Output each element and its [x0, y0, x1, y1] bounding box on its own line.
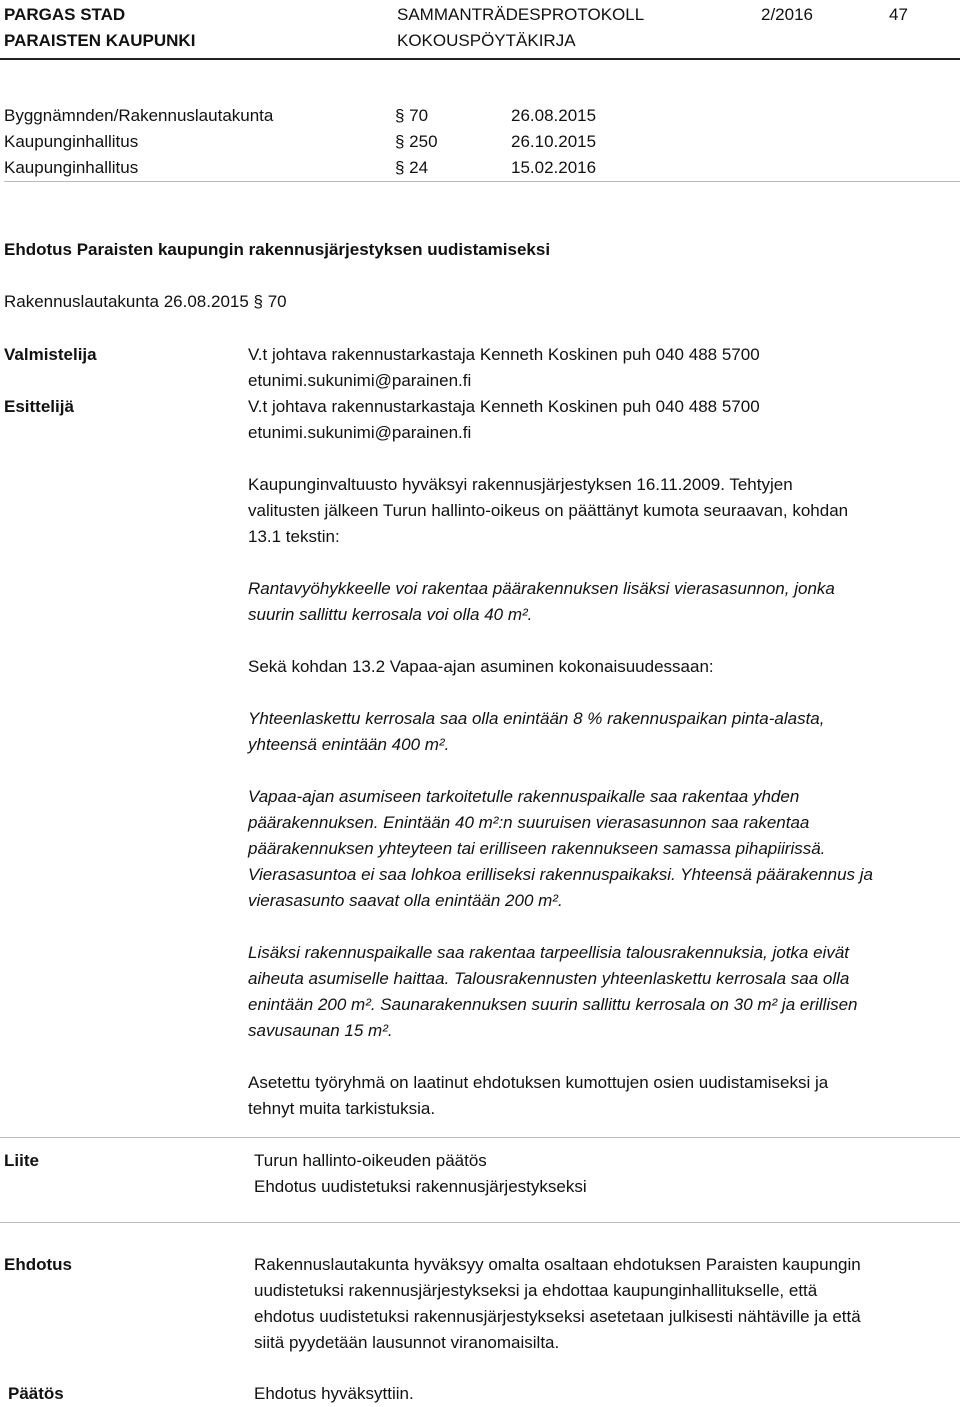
body-paragraph-line: valitusten jälkeen Turun hallinto-oikeus on päättänyt kumota seuraavan, kohdan: [248, 501, 849, 520]
history-section: § 70: [395, 106, 429, 125]
page-subtitle: Rakennuslautakunta 26.08.2015 § 70: [4, 292, 287, 311]
proposal-line: uudistetuksi rakennusjärjestykseksi ja ehdottaa kaupunginhallitukselle, että: [254, 1281, 818, 1300]
quote-line: päärakennuksen yhteyteen tai erilliseen rakennukseen samassa pihapiirissä.: [248, 839, 826, 858]
esittelija-email: etunimi.sukunimi@parainen.fi: [248, 423, 472, 442]
attachment-item: Ehdotus uudistetuksi rakennusjärjestykseksi: [254, 1177, 587, 1196]
quote-line: Vierasasuntoa ei saa lohkoa erilliseksi rakennuspaikaksi. Yhteensä päärakennus ja: [248, 865, 873, 884]
history-row: [4, 129, 960, 155]
valmistelija-line1: V.t johtava rakennustarkastaja Kenneth Koskinen puh 040 488 5700: [248, 345, 760, 364]
history-date: 26.10.2015: [511, 132, 597, 151]
quote-line: yhteensä enintään 400 m².: [248, 735, 450, 754]
history-section: § 250: [395, 132, 438, 151]
quote-line: savusaunan 15 m².: [248, 1021, 393, 1040]
decision-text: Ehdotus hyväksyttiin.: [254, 1384, 414, 1403]
paatos-label: Päätös: [8, 1384, 64, 1403]
history-date: 26.08.2015: [511, 106, 597, 125]
ehdotus-label: Ehdotus: [4, 1255, 72, 1274]
body-paragraph-line: Sekä kohdan 13.2 Vapaa-ajan asuminen kokonaisuudessaan:: [248, 657, 714, 676]
body-paragraph-line: tehnyt muita tarkistuksia.: [248, 1099, 436, 1118]
document-type-fi: SAMMANTRÄDESPROTOKOLL: [397, 5, 645, 24]
quote-line: suurin sallittu kerrosala voi olla 40 m².: [248, 605, 533, 624]
organization-name: [4, 2, 195, 54]
proposal-line: ehdotus uudistetuksi rakennusjärjestykseksi asetetaan julkisesti nähtäville ja että: [254, 1307, 861, 1326]
protocol-number: 2/2016: [761, 5, 813, 24]
section-divider: [0, 1222, 960, 1223]
esittelija-label: Esittelijä: [4, 397, 74, 416]
document-type: [397, 2, 644, 54]
valmistelija-label: Valmistelija: [4, 345, 97, 364]
body-paragraph-line: Asetettu työryhmä on laatinut ehdotuksen kumottujen osien uudistamiseksi ja: [248, 1073, 829, 1092]
proposal-line: Rakennuslautakunta hyväksyy omalta osaltaan ehdotuksen Paraisten kaupungin: [254, 1255, 861, 1274]
valmistelija-email: etunimi.sukunimi@parainen.fi: [248, 371, 472, 390]
liite-label: Liite: [4, 1151, 39, 1170]
history-row: [4, 103, 960, 129]
organization-name-fi: PARGAS STAD: [4, 5, 126, 24]
quote-line: Vapaa-ajan asumiseen tarkoitetulle rakennuspaikalle saa rakentaa yhden: [248, 787, 800, 806]
history-date: 15.02.2016: [511, 158, 597, 177]
history-body: Byggnämnden/Rakennuslautakunta: [4, 106, 274, 125]
meeting-history: [4, 103, 960, 182]
history-section: § 24: [395, 158, 429, 177]
section-divider: [0, 1137, 960, 1138]
body-paragraph-line: Kaupunginvaltuusto hyväksyi rakennusjärjestyksen 16.11.2009. Tehtyjen: [248, 475, 793, 494]
page-title: Ehdotus Paraisten kaupungin rakennusjärjestyksen uudistamiseksi: [4, 240, 551, 259]
body-paragraph-line: 13.1 tekstin:: [248, 527, 340, 546]
organization-name-sv: PARAISTEN KAUPUNKI: [4, 31, 196, 50]
attachment-item: Turun hallinto-oikeuden päätös: [254, 1151, 487, 1170]
quote-line: aiheuta asumiselle haittaa. Talousrakennusten yhteenlaskettu kerrosala saa olla: [248, 969, 850, 988]
quote-line: vierasasunto saavat olla enintään 200 m².: [248, 891, 563, 910]
page-header: [0, 0, 960, 60]
history-body: Kaupunginhallitus: [4, 158, 139, 177]
history-body: Kaupunginhallitus: [4, 132, 139, 151]
quote-line: Lisäksi rakennuspaikalle saa rakentaa tarpeellisia talousrakennuksia, jotka eivät: [248, 943, 850, 962]
esittelija-line1: V.t johtava rakennustarkastaja Kenneth Koskinen puh 040 488 5700: [248, 397, 760, 416]
quote-line: Rantavyöhykkeelle voi rakentaa päärakennuksen lisäksi vierasasunnon, jonka: [248, 579, 835, 598]
history-row: [4, 155, 960, 181]
quote-line: Yhteenlaskettu kerrosala saa olla enintään 8 % rakennuspaikan pinta-alasta,: [248, 709, 825, 728]
quote-line: enintään 200 m². Saunarakennuksen suurin sallittu kerrosala on 30 m² ja erillisen: [248, 995, 858, 1014]
page-number: 47: [889, 5, 908, 24]
document-type-sv: KOKOUSPÖYTÄKIRJA: [397, 31, 576, 50]
quote-line: päärakennuksen. Enintään 40 m²:n suuruisen vierasasunnon saa rakentaa: [248, 813, 810, 832]
proposal-line: siitä pyydetään lausunnot viranomaisilta.: [254, 1333, 560, 1352]
